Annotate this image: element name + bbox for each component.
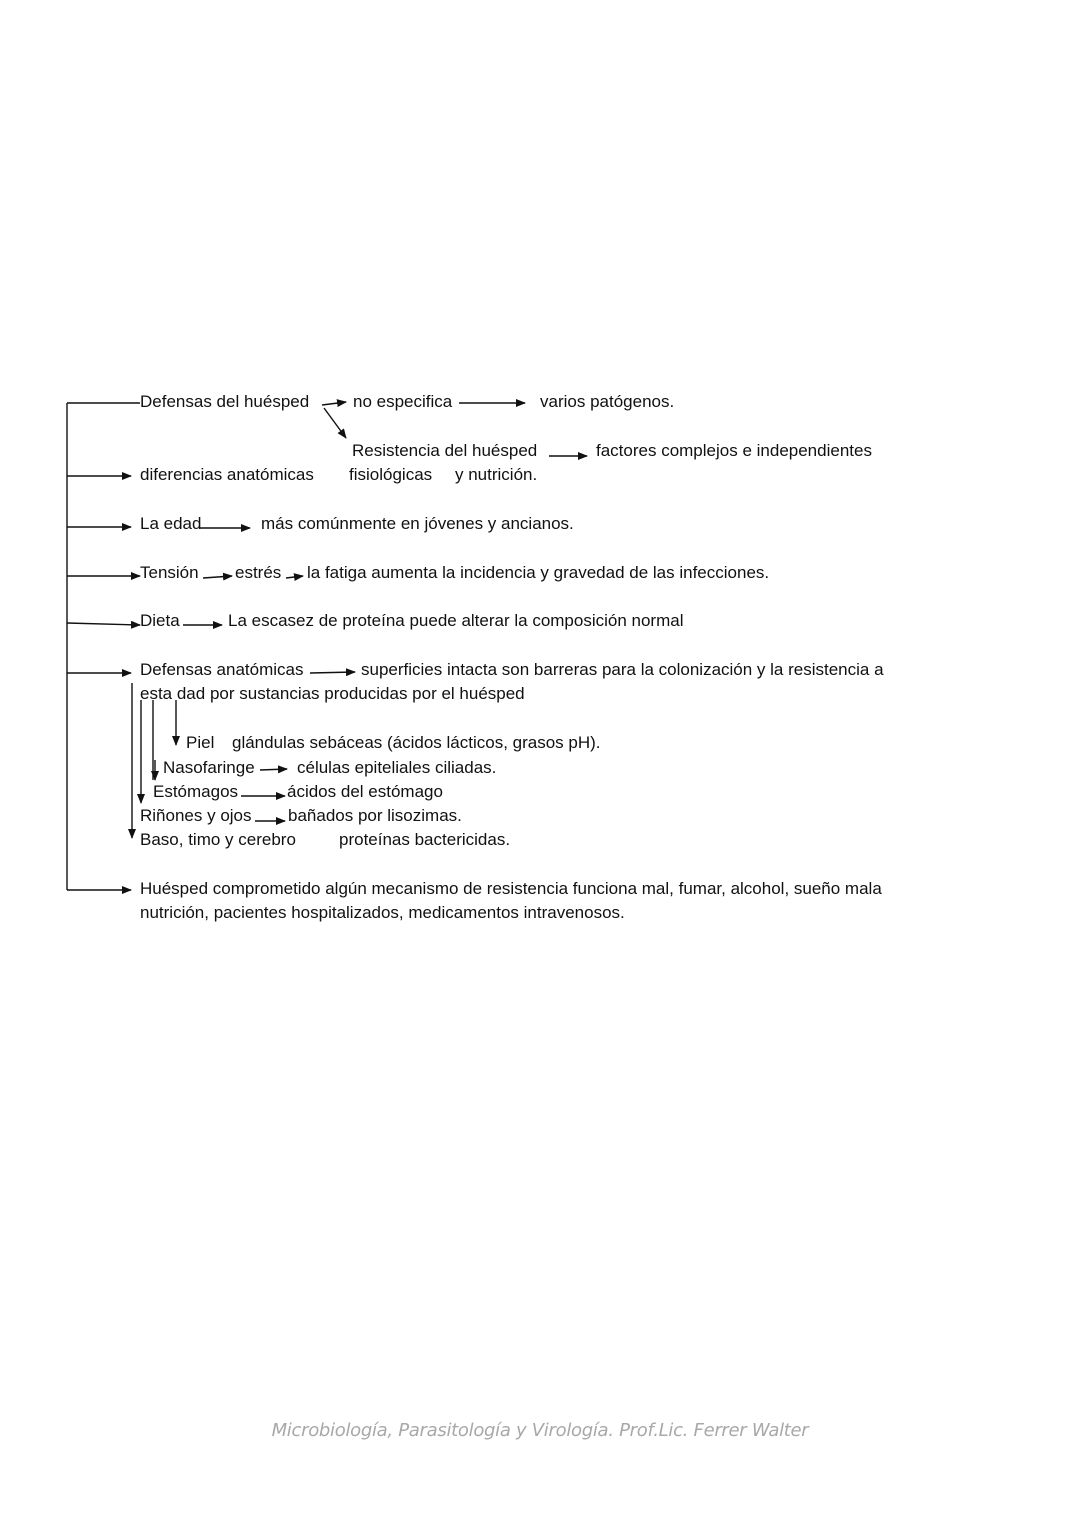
age-label: La edad <box>140 514 202 533</box>
anatomical-differences-label: diferencias anatómicas <box>140 465 314 484</box>
age-detail: más comúnmente en jóvenes y ancianos. <box>261 514 574 533</box>
arrow-stress-to-fatigue <box>286 576 303 578</box>
tension-label: Tensión <box>140 563 199 582</box>
host-defenses-label: Defensas del huésped <box>140 392 310 411</box>
nutrition-label: y nutrición. <box>455 465 538 484</box>
spleen-detail: proteínas bactericidas. <box>339 830 511 849</box>
nasopharynx-label: Nasofaringe <box>163 758 255 777</box>
kidneys-eyes-detail: bañados por lisozimas. <box>288 806 462 825</box>
skin-detail: glándulas sebáceas (ácidos lácticos, grasos pH). <box>232 733 601 752</box>
host-resistance-label: Resistencia del huésped <box>352 441 538 460</box>
stress-label: estrés <box>235 563 282 582</box>
arrow-anatomical-to-detail <box>310 672 355 673</box>
spleen-thymus-brain-label: Baso, timo y cerebro <box>140 830 296 849</box>
arrow-to-diet <box>67 623 140 625</box>
compromised-host-line-2: nutrición, pacientes hospitalizados, medicamentos intravenosos. <box>140 903 625 922</box>
non-specific-label: no especifica <box>353 392 453 411</box>
compromised-host-line-1: Huésped comprometido algún mecanismo de resistencia funciona mal, fumar, alcohol, sueño mala <box>140 879 882 898</box>
anatomical-defenses-label: Defensas anatómicas <box>140 660 304 679</box>
various-pathogens-label: varios patógenos. <box>540 392 675 411</box>
diet-detail: La escasez de proteína puede alterar la composición normal <box>228 611 684 630</box>
complex-factors-label: factores complejos e independientes <box>596 441 872 460</box>
physiological-label: fisiológicas <box>349 465 433 484</box>
fatigue-detail: la fatiga aumenta la incidencia y gravedad de las infecciones. <box>307 563 770 582</box>
anatomical-detail-line-2: esta dad por sustancias producidas por el huésped <box>140 684 525 703</box>
anatomical-detail-line-1: superficies intacta son barreras para la colonización y la resistencia a <box>361 660 884 679</box>
arrow-defenses-to-nonspecific <box>322 402 346 405</box>
stomach-detail: ácidos del estómago <box>287 782 443 801</box>
arrow-nasopharynx-to-detail <box>260 769 287 770</box>
diet-label: Dieta <box>140 611 180 630</box>
page-footer: Microbiología, Parasitología y Virología. Prof.Lic. Ferrer Walter <box>271 1420 809 1441</box>
stomach-label: Estómagos <box>153 782 239 801</box>
skin-label: Piel <box>186 733 215 752</box>
arrow-tension-to-stress <box>203 576 232 578</box>
arrow-defenses-to-resistance <box>324 408 346 438</box>
kidneys-eyes-label: Riñones y ojos <box>140 806 252 825</box>
nasopharynx-detail: células epiteliales ciliadas. <box>297 758 497 777</box>
